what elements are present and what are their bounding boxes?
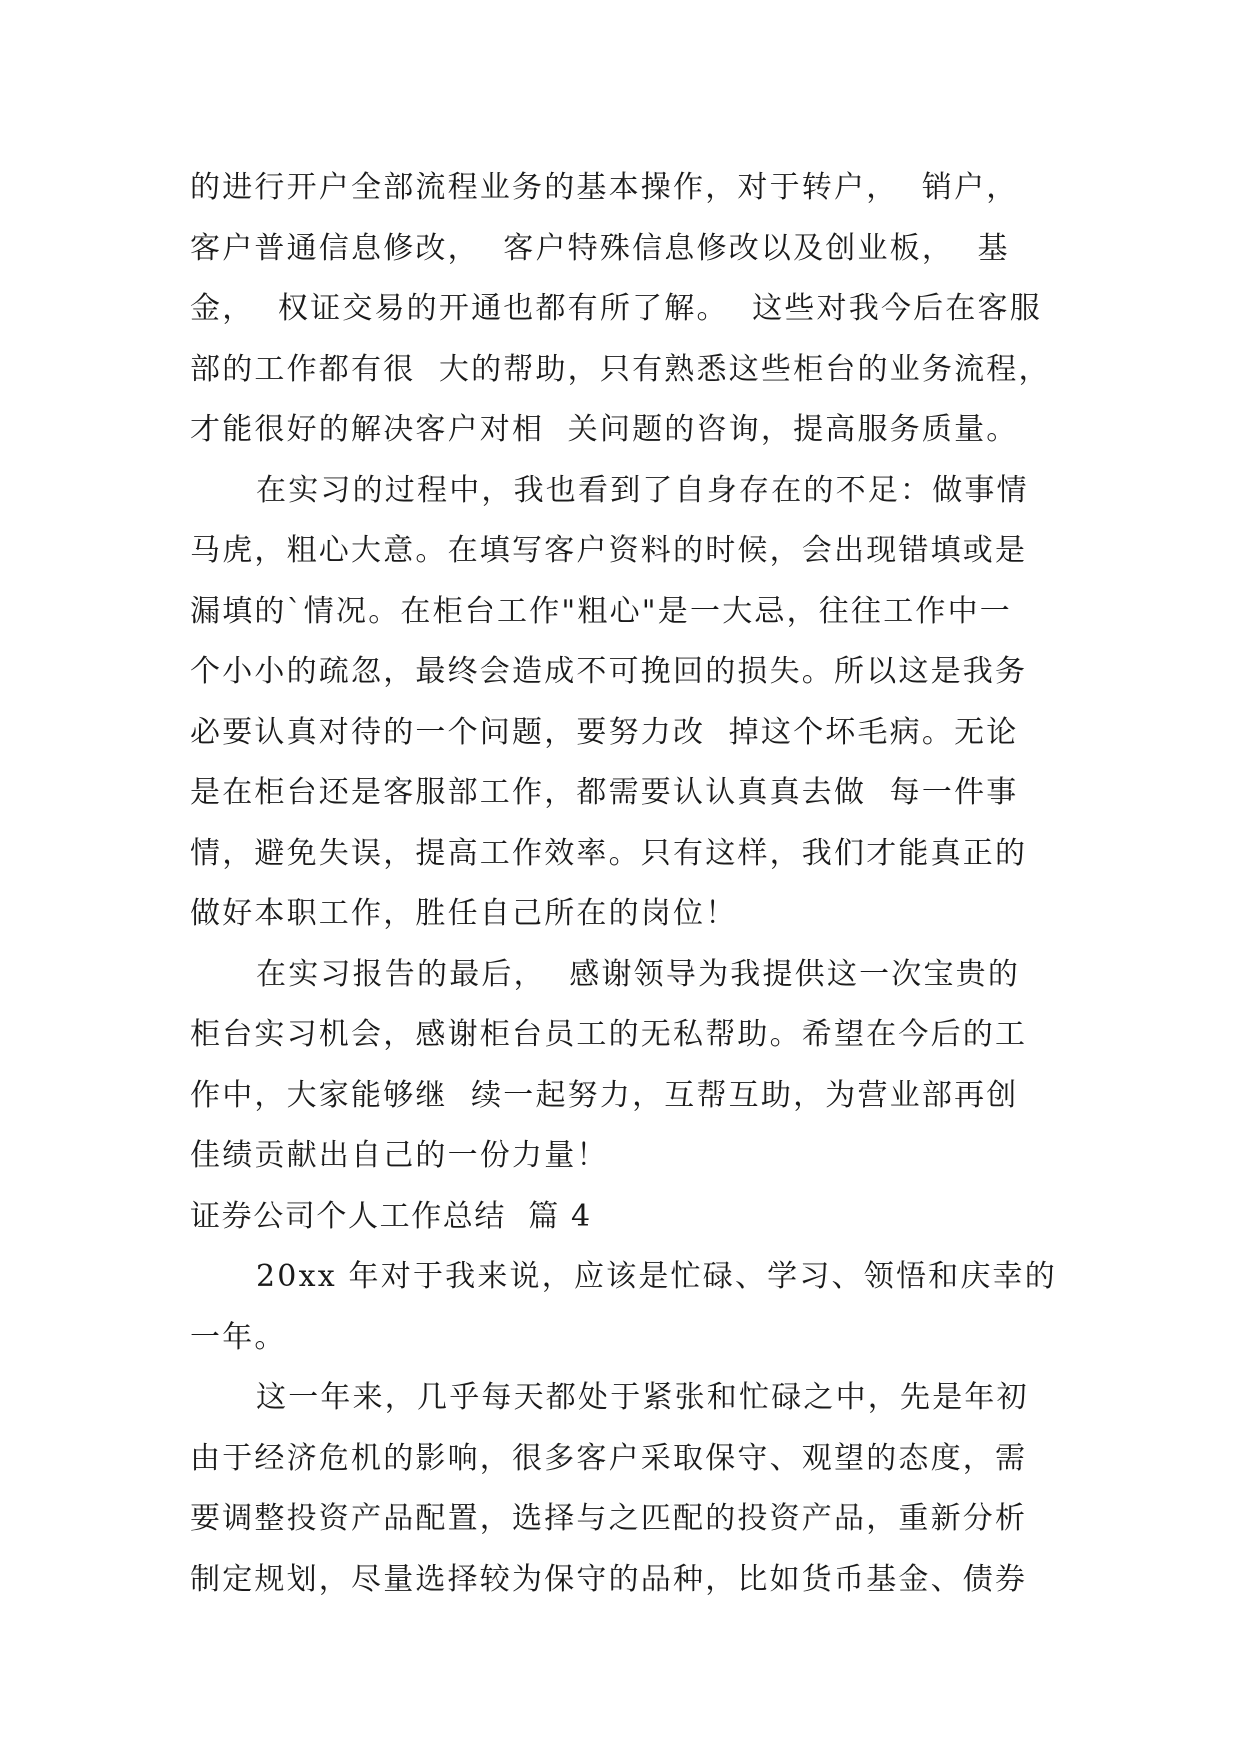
section-heading: 证券公司个人工作总结 篇 4 bbox=[190, 1198, 592, 1234]
text-line: 必要认真对待的一个问题，要努力改 掉这个坏毛病。无论 bbox=[190, 714, 1019, 750]
text-line: 情，避免失误，提高工作效率。只有这样，我们才能真正的 bbox=[190, 835, 1028, 871]
text-line: 一年。 bbox=[190, 1319, 287, 1355]
paragraph-first-line: 在实习的过程中，我也看到了自身存在的不足：做事情 bbox=[256, 472, 1029, 508]
text-line: 马虎，粗心大意。在填写客户资料的时候，会出现错填或是 bbox=[190, 533, 1028, 568]
text-line: 才能很好的解决客户对相 关问题的咨询，提高服务质量。 bbox=[190, 412, 1019, 447]
text-line: 部的工作都有很 大的帮助，只有熟悉这些柜台的业务流程， bbox=[190, 351, 1051, 387]
text-line: 佳绩贡献出自己的一份力量！ bbox=[190, 1138, 609, 1173]
text-line: 金， 权证交易的开通也都有所了解。 这些对我今后在客服 bbox=[190, 291, 1042, 326]
text-line: 制定规划，尽量选择较为保守的品种，比如货币基金、债券 bbox=[190, 1561, 1028, 1597]
paragraph-first-line: 20xx 年对于我来说，应该是忙碌、学习、领悟和庆幸的 bbox=[256, 1259, 1057, 1294]
document-body bbox=[190, 158, 1065, 1610]
text-line: 做好本职工作，胜任自己所在的岗位！ bbox=[190, 896, 738, 931]
text-line: 要调整投资产品配置，选择与之匹配的投资产品，重新分析 bbox=[190, 1501, 1028, 1536]
text-line: 是在柜台还是客服部工作，都需要认认真真去做 每一件事 bbox=[190, 775, 1019, 810]
text-line: 个小小的疏忽，最终会造成不可挽回的损失。所以这是我务 bbox=[190, 654, 1028, 689]
text-line: 漏填的`情况。在柜台工作"粗心"是一大忌，往往工作中一 bbox=[190, 593, 1012, 629]
text-line: 的进行开户全部流程业务的基本操作，对于转户， 销户， bbox=[190, 170, 1019, 205]
text-line: 由于经济危机的影响，很多客户采取保守、观望的态度，需 bbox=[190, 1440, 1028, 1476]
text-line: 作中，大家能够继 续一起努力，互帮互助，为营业部再创 bbox=[190, 1077, 1019, 1113]
paragraph-first-line: 这一年来，几乎每天都处于紧张和忙碌之中，先是年初 bbox=[256, 1380, 1029, 1415]
text-line: 柜台实习机会，感谢柜台员工的无私帮助。希望在今后的工 bbox=[190, 1017, 1028, 1052]
paragraph-first-line: 在实习报告的最后， 感谢领导为我提供这一次宝贵的 bbox=[256, 956, 1021, 992]
text-line: 客户普通信息修改， 客户特殊信息修改以及创业板， 基 bbox=[190, 230, 1010, 266]
